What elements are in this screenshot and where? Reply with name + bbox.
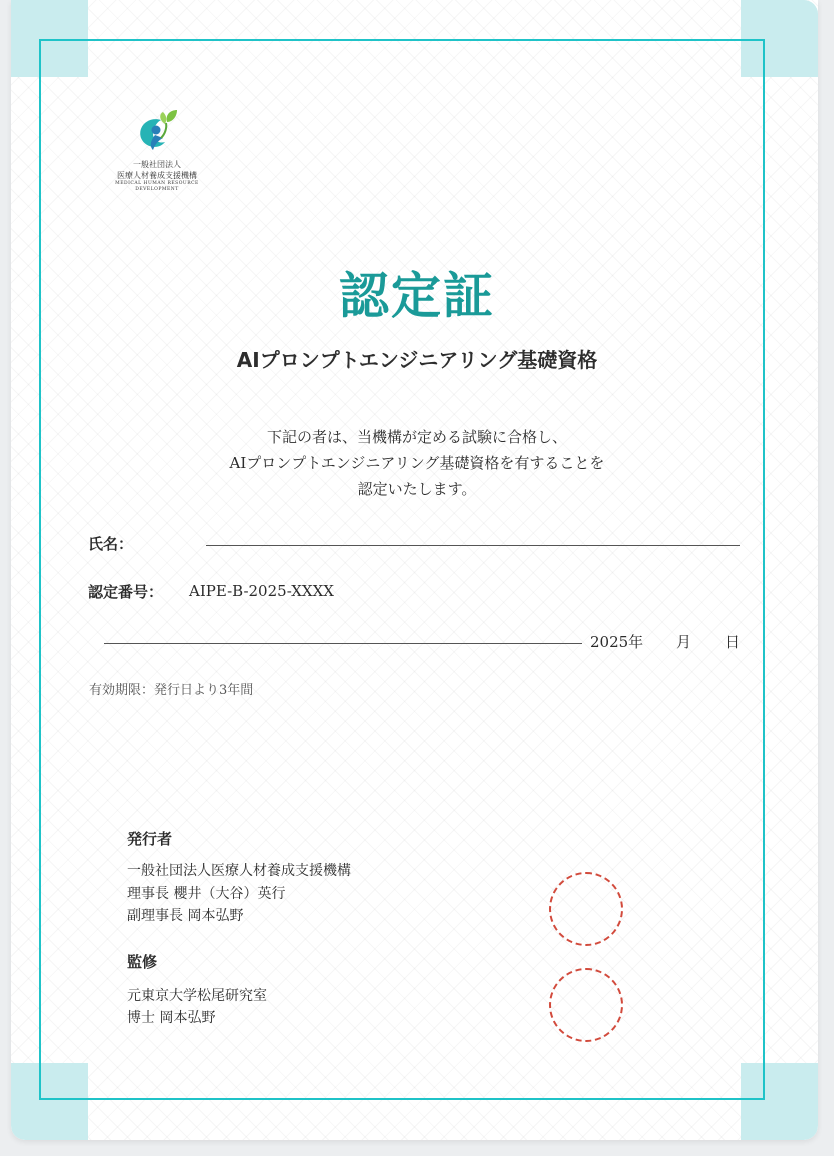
supervisor-line: 元東京大学松尾研究室	[127, 988, 267, 1004]
supervisor-heading: 監修	[127, 953, 158, 971]
cert-number-value: AIPE-B-2025-XXXX	[189, 582, 334, 600]
body-line: AIプロンプトエンジニアリング基礎資格を有することを	[229, 454, 605, 472]
date-month: 月	[676, 633, 692, 651]
logo-text-line2: 医療人材養成支援機構	[117, 171, 197, 180]
issuer-heading: 発行者	[127, 830, 173, 848]
cert-number-label: 認定番号：	[88, 583, 164, 601]
organization-logo	[108, 108, 206, 193]
issuer-line: 副理事長 岡本弘野	[127, 908, 244, 924]
date-line	[104, 643, 582, 644]
issuer-line: 一般社団法人医療人材養成支援機構	[127, 863, 351, 879]
issuer-line: 理事長 櫻井（大谷）英行	[127, 886, 286, 902]
date-year: 2025年	[590, 633, 644, 651]
supervisor-seal-placeholder	[549, 968, 623, 1042]
certificate-body	[0, 424, 834, 502]
body-line: 認定いたします。	[357, 480, 477, 498]
certificate-frame	[39, 39, 765, 1100]
certificate-subtitle: AIプロンプトエンジニアリング基礎資格	[236, 348, 598, 372]
name-signature-line	[206, 545, 740, 546]
issuer-seal-placeholder	[549, 872, 623, 946]
logo-text-line1: 一般社団法人	[133, 160, 181, 169]
date-day: 日	[725, 633, 741, 651]
supervisor-line: 博士 岡本弘野	[127, 1010, 216, 1026]
name-label: 氏名：	[88, 535, 134, 553]
body-line: 下記の者は、当機構が定める試験に合格し、	[266, 428, 567, 446]
logo-text-line3: MEDICAL HUMAN RESOURCE DEVELOPMENT	[115, 181, 199, 192]
validity-period: 有効期限：発行日より3年間	[89, 683, 254, 698]
logo-emblem-icon	[131, 108, 183, 156]
certificate-title: 認定証	[339, 266, 495, 325]
